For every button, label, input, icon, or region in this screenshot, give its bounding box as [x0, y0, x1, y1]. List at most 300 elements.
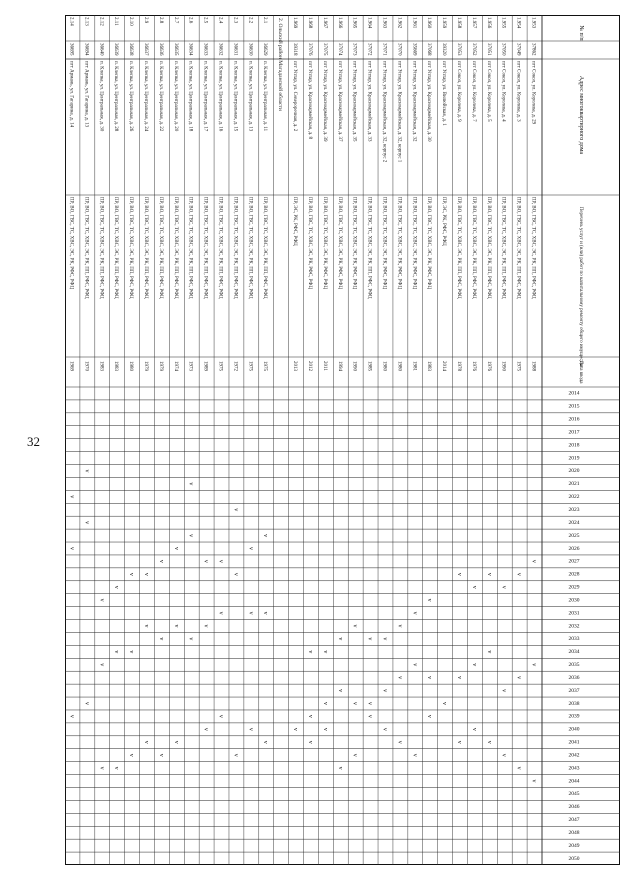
works-list: ПР, ВО, ГВС, ТС, ХВС, ЭС, РК, ПП, РФС, РФЦ — [172, 197, 178, 299]
repair-year-mark: v — [500, 689, 507, 693]
repair-year-mark: v — [157, 559, 164, 563]
repair-year-mark: v — [351, 624, 358, 628]
commission-year: 1985 — [366, 361, 372, 371]
row-number: 1.957 — [470, 17, 476, 29]
building-address: пгт Уптар, ул. Красноармейская, д. 35 — [351, 61, 357, 142]
repair-year-mark: v — [83, 469, 90, 473]
section-title: 2. Ольский район Магаданской области — [277, 18, 284, 111]
year-header: 2027 — [568, 558, 580, 565]
repair-year-mark: v — [351, 753, 358, 757]
works-list: ПР, ВО, ГВС, ТС, ХВС, ЭС, РК, ПП, РФС, РФЦ — [157, 197, 163, 299]
building-address: п. Клепка, ул. Центральная, д. 28 — [113, 61, 119, 132]
building-address: п. Клепка, ул. Центральная, д. 16 — [217, 61, 223, 132]
row-number: 2.5 — [202, 17, 208, 24]
repair-year-mark: v — [426, 714, 433, 718]
table-row — [367, 17, 373, 718]
table-grid-lines — [65, 15, 620, 865]
works-list: ПР, ВО, ГВС, ТС, ХВС, ЭС, РК, ПП, РФС, РФЦ — [98, 197, 104, 299]
row-number: 2.4 — [217, 17, 223, 24]
repair-year-mark: v — [292, 727, 299, 731]
repair-year-mark: v — [336, 766, 343, 770]
works-list: ПР, ВО, ГВС, ТС, ХВС, ЭС, РК, РФС, РФЦ — [68, 197, 74, 289]
repair-year-mark: v — [306, 714, 313, 718]
repair-year-mark: v — [470, 727, 477, 731]
row-number: 2.6 — [187, 17, 193, 24]
building-code: 37073 — [351, 43, 357, 56]
year-header: 2034 — [568, 649, 580, 656]
building-address: п. Клепка, ул. Центральная, д. 22 — [157, 61, 163, 132]
repair-year-mark: v — [411, 663, 418, 667]
repair-year-mark: v — [262, 611, 269, 615]
building-address: пгт Уптар, ул. Красноармейская, д. 37 — [336, 61, 342, 142]
building-code: 39318 — [292, 43, 298, 56]
works-list: ПР, ВО, ГВС, ТС, ХВС, ЭС, РК, РФС, РФЦ — [381, 197, 387, 289]
capital-repair-schedule-table — [65, 15, 620, 865]
year-header: 2014 — [568, 390, 580, 397]
building-code: 36633 — [202, 43, 208, 56]
building-address: пгт Армань, ул. Гагарина, д. 14 — [68, 61, 74, 128]
building-address: пгт Уптар, ул. Вилюйская, д. 1 — [441, 61, 447, 126]
works-list: ПР, ВО, ГВС, ТС, ХВС, ЭС, РК, РФС, РФЦ — [426, 197, 432, 289]
works-list: ПР, ВО, ГВС, ТС, ХВС, ЭС, РК, РФС, РФЦ — [336, 197, 342, 289]
repair-year-mark: v — [411, 753, 418, 757]
commission-year: 1975 — [247, 361, 253, 371]
repair-year-mark: v — [98, 598, 105, 602]
repair-year-mark: v — [306, 650, 313, 654]
table-row — [471, 17, 477, 731]
repair-year-mark: v — [187, 637, 194, 641]
year-header: 2042 — [568, 752, 580, 759]
building-address: пгт Сокол, ул. Королева, д. 5 — [485, 61, 491, 122]
row-number: 1.955 — [500, 17, 506, 29]
repair-year-mark: v — [142, 572, 149, 576]
building-address: п. Клепка, ул. Центральная, д. 26 — [128, 61, 134, 132]
repair-year-mark: v — [470, 663, 477, 667]
building-code: 36637 — [142, 43, 148, 56]
repair-year-mark: v — [68, 714, 75, 718]
table-row — [83, 17, 89, 705]
row-number: 1.964 — [366, 17, 372, 29]
repair-year-mark: v — [426, 598, 433, 602]
building-address: п. Клепка, ул. Центральная, д. 20 — [172, 61, 178, 132]
year-header: 2031 — [568, 610, 580, 617]
year-header: 2044 — [568, 778, 580, 785]
table-row — [173, 17, 179, 744]
works-list: ПР, ВО, ГВС, ТС, ХВС, ЭС, РК, РФС, РФЦ — [411, 197, 417, 289]
table-row — [188, 17, 194, 640]
repair-year-mark: v — [381, 689, 388, 693]
works-list: ПР, ВО, ГВС, ТС, ХВС, ЭС, РК, РФС, РФЦ — [396, 197, 402, 289]
repair-year-mark: v — [485, 572, 492, 576]
year-header: 2039 — [568, 713, 580, 720]
repair-year-mark: v — [202, 559, 209, 563]
works-list: ПР, ВО, ГВС, ТС, ХВС, ЭС, РК, ПП, РФС, РФЦ — [247, 197, 253, 299]
section-row — [277, 18, 284, 111]
commission-year: 1979 — [142, 361, 148, 371]
year-header: 2028 — [568, 571, 580, 578]
works-list: ПР, ВО, ГВС, ТС, ХВС, ЭС, РК, ПП, РФС, РФЦ — [187, 197, 193, 299]
commission-year: 1975 — [262, 361, 268, 371]
building-code: 37053 — [456, 43, 462, 56]
row-number: 1.958 — [456, 17, 462, 29]
works-list: ПР, ВО, ГВС, ТС, ХВС, ЭС, РК, ПП, РФС, РФЦ — [217, 197, 223, 299]
row-number: 2.14 — [68, 17, 74, 26]
table-row — [516, 17, 522, 770]
works-list: ПР, ВО, ГВС, ТС, ХВС, ЭС, РК, ПП, РФС, РФЦ — [83, 197, 89, 299]
commission-year: 1980 — [396, 361, 402, 371]
commission-year: 1988 — [530, 361, 536, 371]
table-row — [143, 17, 149, 744]
row-number: 1.968 — [306, 17, 312, 29]
header-works: Перечень услуг и (или) работ по капитальному ремонту общего имущества — [578, 206, 583, 368]
repair-year-mark: v — [321, 727, 328, 731]
year-header: 2022 — [568, 494, 580, 501]
repair-year-mark: v — [157, 753, 164, 757]
building-code: 36630 — [247, 43, 253, 56]
building-address: п. Клепка, ул. Центральная, д. 17 — [202, 61, 208, 132]
repair-year-mark: v — [366, 714, 373, 718]
repair-year-mark: v — [113, 650, 120, 654]
table-row — [98, 17, 104, 770]
header-address: Адрес многоквартирного дома — [578, 75, 584, 155]
row-number: 1.953 — [530, 17, 536, 29]
building-code: 36639 — [113, 43, 119, 56]
commission-year: 1972 — [232, 361, 238, 371]
repair-year-mark: v — [485, 650, 492, 654]
row-number: 1.960 — [426, 17, 432, 29]
commission-year: 1974 — [172, 361, 178, 371]
commission-year: 1969 — [68, 361, 74, 371]
year-header: 2019 — [568, 455, 580, 462]
building-code: 37068 — [426, 43, 432, 56]
commission-year: 1975 — [217, 361, 223, 371]
row-number: 1.959 — [441, 17, 447, 29]
year-header: 2024 — [568, 519, 580, 526]
building-address: п. Клепка, ул. Центральная, д. 13 — [247, 61, 253, 132]
works-list: ПР, ВО, ГВС, ТС, ХВС, ЭС, РК, ПП, РФС, РФЦ — [142, 197, 148, 299]
works-list: ПР, ВО, ГВС, ТС, ХВС, ЭС, РК, ПП, РФС, РФЦ — [470, 197, 476, 299]
repair-year-mark: v — [515, 572, 522, 576]
building-address: пгт Сокол, ул. Королева, д. 3 — [515, 61, 521, 122]
row-number: 2.1 — [262, 17, 268, 24]
building-address: п. Клепка, ул. Центральная, д. 15 — [232, 61, 238, 132]
building-address: пгт Уптар, ул. Красноармейская, д. 33 — [366, 61, 372, 142]
rotated-table-page — [65, 15, 620, 865]
commission-year: 1983 — [113, 361, 119, 371]
repair-year-mark: v — [217, 611, 224, 615]
repair-year-mark: v — [202, 727, 209, 731]
row-number: 2.9 — [142, 17, 148, 24]
year-header: 2033 — [568, 636, 580, 643]
repair-year-mark: v — [187, 482, 194, 486]
repair-year-mark: v — [247, 611, 254, 615]
header-year-built: Дата ввода — [578, 360, 583, 384]
repair-year-mark: v — [217, 714, 224, 718]
repair-year-mark: v — [396, 676, 403, 680]
table-border — [66, 16, 620, 865]
row-number: 1.962 — [396, 17, 402, 29]
row-number: 2.13 — [83, 17, 89, 26]
repair-year-mark: v — [247, 546, 254, 550]
repair-year-mark: v — [142, 624, 149, 628]
table-row — [456, 17, 462, 744]
building-code: 36636 — [157, 43, 163, 56]
year-header: 2038 — [568, 700, 580, 707]
commission-year: 1976 — [485, 361, 491, 371]
repair-year-mark: v — [187, 534, 194, 538]
repair-year-mark: v — [366, 702, 373, 706]
works-list: ПР, ВО, ГВС, ТС, ХВС, ЭС, РК, ПП, РФС, РФЦ — [113, 197, 119, 299]
repair-year-mark: v — [128, 753, 135, 757]
repair-year-mark: v — [411, 611, 418, 615]
works-list: ПР, ВО, ГВС, ТС, ХВС, ЭС, РК, ПП, РФС, РФЦ — [456, 197, 462, 299]
year-header: 2036 — [568, 674, 580, 681]
year-header: 2026 — [568, 545, 580, 552]
repair-year-mark: v — [396, 740, 403, 744]
building-code: 37050 — [500, 43, 506, 56]
year-header-row — [569, 391, 580, 862]
table-row — [441, 17, 447, 705]
works-list: ПР, ВО, ГВС, ТС, ХВС, ЭС, РК, ПП, РФС, РФЦ — [485, 197, 491, 299]
repair-year-mark: v — [381, 637, 388, 641]
year-header: 2049 — [568, 842, 580, 849]
year-header: 2047 — [568, 817, 580, 824]
repair-year-mark: v — [172, 546, 179, 550]
works-list: ПР, ВО, ГВС, ТС, ХВС, ЭС, РК, ПП, РФС, РФЦ — [202, 197, 208, 299]
repair-year-mark: v — [68, 546, 75, 550]
row-number: 1.966 — [336, 17, 342, 29]
repair-year-mark: v — [113, 585, 120, 589]
works-list: ПР, ЭС, РК, РФС, РФЦ — [292, 197, 298, 246]
row-number: 1.965 — [351, 17, 357, 29]
table-row — [68, 17, 74, 718]
repair-year-mark: v — [172, 740, 179, 744]
building-code: 37072 — [366, 43, 372, 56]
commission-year: 1979 — [157, 361, 163, 371]
row-number: 2.7 — [172, 17, 178, 24]
repair-year-mark: v — [83, 702, 90, 706]
table-row — [262, 17, 268, 744]
commission-year: 1981 — [411, 361, 417, 371]
row-number: 1.963 — [381, 17, 387, 29]
repair-year-mark: v — [98, 766, 105, 770]
building-code: 35669 — [411, 43, 417, 56]
commission-year: 1989 — [202, 361, 208, 371]
building-code: 37051 — [485, 43, 491, 56]
repair-year-mark: v — [128, 650, 135, 654]
commission-year: 1990 — [351, 361, 357, 371]
building-code: 36640 — [98, 43, 104, 56]
works-list: ПР, ВО, ГВС, ТС, ХВС, ЭС, РК, ПП, РФС, РФЦ — [232, 197, 238, 299]
commission-year: 1980 — [381, 361, 387, 371]
repair-year-mark: v — [500, 753, 507, 757]
commission-year: 1983 — [426, 361, 432, 371]
row-number: 1.956 — [485, 17, 491, 29]
building-code: 36631 — [232, 43, 238, 56]
works-list: ПР, ВО, ГВС, ТС, ХВС, ЭС, РК, ПП, РФС, РФЦ — [262, 197, 268, 299]
repair-year-mark: v — [232, 572, 239, 576]
row-number: 1.954 — [515, 17, 521, 29]
building-address: пгт Сокол, ул. Королева, д. 9 — [456, 61, 462, 122]
year-header: 2043 — [568, 765, 580, 772]
year-header: 2025 — [568, 532, 580, 539]
commission-year: 1973 — [187, 361, 193, 371]
building-code: 36695 — [68, 43, 74, 56]
repair-year-mark: v — [321, 702, 328, 706]
repair-year-mark: v — [247, 727, 254, 731]
repair-year-mark: v — [456, 572, 463, 576]
building-code: 37862 — [530, 43, 536, 56]
year-header: 2020 — [568, 468, 580, 475]
year-header: 2030 — [568, 597, 580, 604]
table-row — [203, 17, 209, 731]
repair-year-mark: v — [68, 495, 75, 499]
year-header: 2015 — [568, 403, 580, 410]
building-code: 36632 — [217, 43, 223, 56]
commission-year: 1983 — [98, 361, 104, 371]
works-list: ПР, ВО, ГВС, ТС, ХВС, ЭС, РК, ПП, РФС, РФЦ — [500, 197, 506, 299]
repair-year-mark: v — [321, 650, 328, 654]
year-header: 2016 — [568, 416, 580, 423]
commission-year: 1994 — [336, 361, 342, 371]
row-number: 1.961 — [411, 17, 417, 29]
table-row — [247, 17, 253, 731]
repair-year-mark: v — [396, 624, 403, 628]
repair-year-mark: v — [306, 740, 313, 744]
repair-year-mark: v — [172, 624, 179, 628]
repair-year-mark: v — [366, 637, 373, 641]
works-list: ПР, ВО, ГВС, ТС, ХВС, ЭС, РК, РФС, РФЦ — [321, 197, 327, 289]
year-header: 2050 — [568, 855, 580, 862]
building-code: 36694 — [83, 43, 89, 56]
table-row — [307, 17, 313, 744]
repair-year-mark: v — [83, 521, 90, 525]
row-number: 2.10 — [128, 17, 134, 26]
row-number: 1.969 — [292, 17, 298, 29]
year-header: 2037 — [568, 687, 580, 694]
year-header: 2017 — [568, 429, 580, 436]
repair-year-mark: v — [515, 766, 522, 770]
year-header: 2041 — [568, 739, 580, 746]
year-header: 2048 — [568, 829, 580, 836]
works-list: ПР, ВО, ГВС, ТС, ХВС, ЭС, РК, ПП, РФС, РФЦ — [366, 197, 372, 299]
year-header: 2032 — [568, 623, 580, 630]
building-address: пгт Уптар, ул. Красноармейская, д. 32 — [411, 61, 417, 142]
table-row — [381, 17, 387, 731]
table-row — [218, 17, 224, 718]
building-address: пгт Уптар, ул. Красноармейская, д. 39 — [321, 61, 327, 142]
year-header: 2018 — [568, 442, 580, 449]
building-address: пгт Сокол, ул. Королева, д. 4 — [500, 61, 506, 122]
year-header: 2023 — [568, 506, 580, 513]
building-address: пгт Уптар, ул. Красноармейская, д. 30 — [426, 61, 432, 142]
repair-year-mark: v — [232, 753, 239, 757]
repair-year-mark: v — [128, 572, 135, 576]
building-address: пгт Сокол, ул. Королева, д. 29 — [530, 61, 536, 125]
row-number: 1.967 — [321, 17, 327, 29]
commission-year: 2013 — [292, 361, 298, 371]
works-list: ПР, ВО, ГВС, ТС, ХВС, ЭС, РК, ПП, РФС, РФЦ — [530, 197, 536, 299]
repair-year-mark: v — [336, 689, 343, 693]
repair-year-mark: v — [530, 779, 537, 783]
repair-year-mark: v — [98, 663, 105, 667]
row-number: 2.12 — [98, 17, 104, 26]
table-row — [426, 17, 432, 718]
works-list: ПР, ВО, ГВС, ТС, ХВС, ЭС, РК, ПП, РФС, РФЦ — [515, 197, 521, 299]
repair-year-mark: v — [485, 740, 492, 744]
building-code: 39320 — [441, 43, 447, 56]
commission-year: 1990 — [500, 361, 506, 371]
commission-year: 2011 — [321, 361, 327, 371]
building-code: 36629 — [262, 43, 268, 56]
year-header: 2045 — [568, 791, 580, 798]
repair-year-mark: v — [202, 624, 209, 628]
repair-year-mark: v — [157, 637, 164, 641]
table-row — [292, 17, 298, 731]
building-address: пгт Уптар, ул. Красноармейская, д. 32, корпус 2 — [381, 61, 387, 163]
commission-year: 1980 — [128, 361, 134, 371]
repair-year-mark: v — [530, 559, 537, 563]
repair-year-mark: v — [232, 508, 239, 512]
repair-year-mark: v — [530, 663, 537, 667]
building-code: 36635 — [172, 43, 178, 56]
year-header: 2046 — [568, 804, 580, 811]
year-header: 2021 — [568, 481, 580, 488]
commission-year: 1978 — [456, 361, 462, 371]
page-number: 32 — [27, 434, 40, 449]
commission-year: 1975 — [515, 361, 521, 371]
year-header: 2029 — [568, 584, 580, 591]
table-row — [322, 17, 328, 731]
header-num: № п/п — [578, 25, 584, 41]
building-code: 37049 — [515, 43, 521, 56]
repair-year-mark: v — [426, 676, 433, 680]
row-number: 2.2 — [247, 17, 253, 24]
repair-year-mark: v — [351, 702, 358, 706]
building-address: п. Клепка, ул. Центральная, д. 24 — [142, 61, 148, 132]
building-address: пгт Армань, ул. Гагарина, д. 13 — [83, 61, 89, 128]
table-row — [396, 17, 402, 744]
repair-year-mark: v — [381, 727, 388, 731]
repair-year-mark: v — [262, 740, 269, 744]
repair-year-mark: v — [336, 637, 343, 641]
commission-year: 1976 — [470, 361, 476, 371]
repair-year-mark: v — [470, 585, 477, 589]
repair-year-mark: v — [217, 559, 224, 563]
works-list: ПР, ВО, ГВС, ТС, ХВС, ЭС, РК, РФС, РФЦ — [351, 197, 357, 289]
building-code: 36638 — [128, 43, 134, 56]
repair-year-mark: v — [456, 676, 463, 680]
works-list: ПР, ВО, ГВС, ТС, ХВС, ЭС, РК, РФС, РФЦ — [306, 197, 312, 289]
repair-year-mark: v — [262, 534, 269, 538]
table-row — [337, 17, 343, 770]
building-code: 37070 — [396, 43, 402, 56]
building-code: 37075 — [321, 43, 327, 56]
row-number: 2.3 — [232, 17, 238, 24]
row-number: 2.11 — [113, 17, 119, 26]
commission-year: 1970 — [83, 361, 89, 371]
works-list: ПР, ЭС, РК, РФС, РФЦ — [441, 197, 447, 246]
building-address: п. Клепка, ул. Центральная, д. 11 — [262, 61, 268, 132]
building-address: п. Клепка, ул. Центральная, д. 30 — [98, 61, 104, 132]
repair-year-mark: v — [456, 740, 463, 744]
table-row — [486, 17, 492, 744]
building-address: пгт Уптар, ул. Североречная, д. 2 — [292, 61, 298, 132]
repair-year-mark: v — [441, 702, 448, 706]
works-list: ПР, ВО, ГВС, ТС, ХВС, ЭС, РК, ПП, РФС, РФЦ — [128, 197, 134, 299]
building-address: пгт Сокол, ул. Королева, д. 7 — [470, 61, 476, 122]
table-header — [569, 25, 585, 861]
